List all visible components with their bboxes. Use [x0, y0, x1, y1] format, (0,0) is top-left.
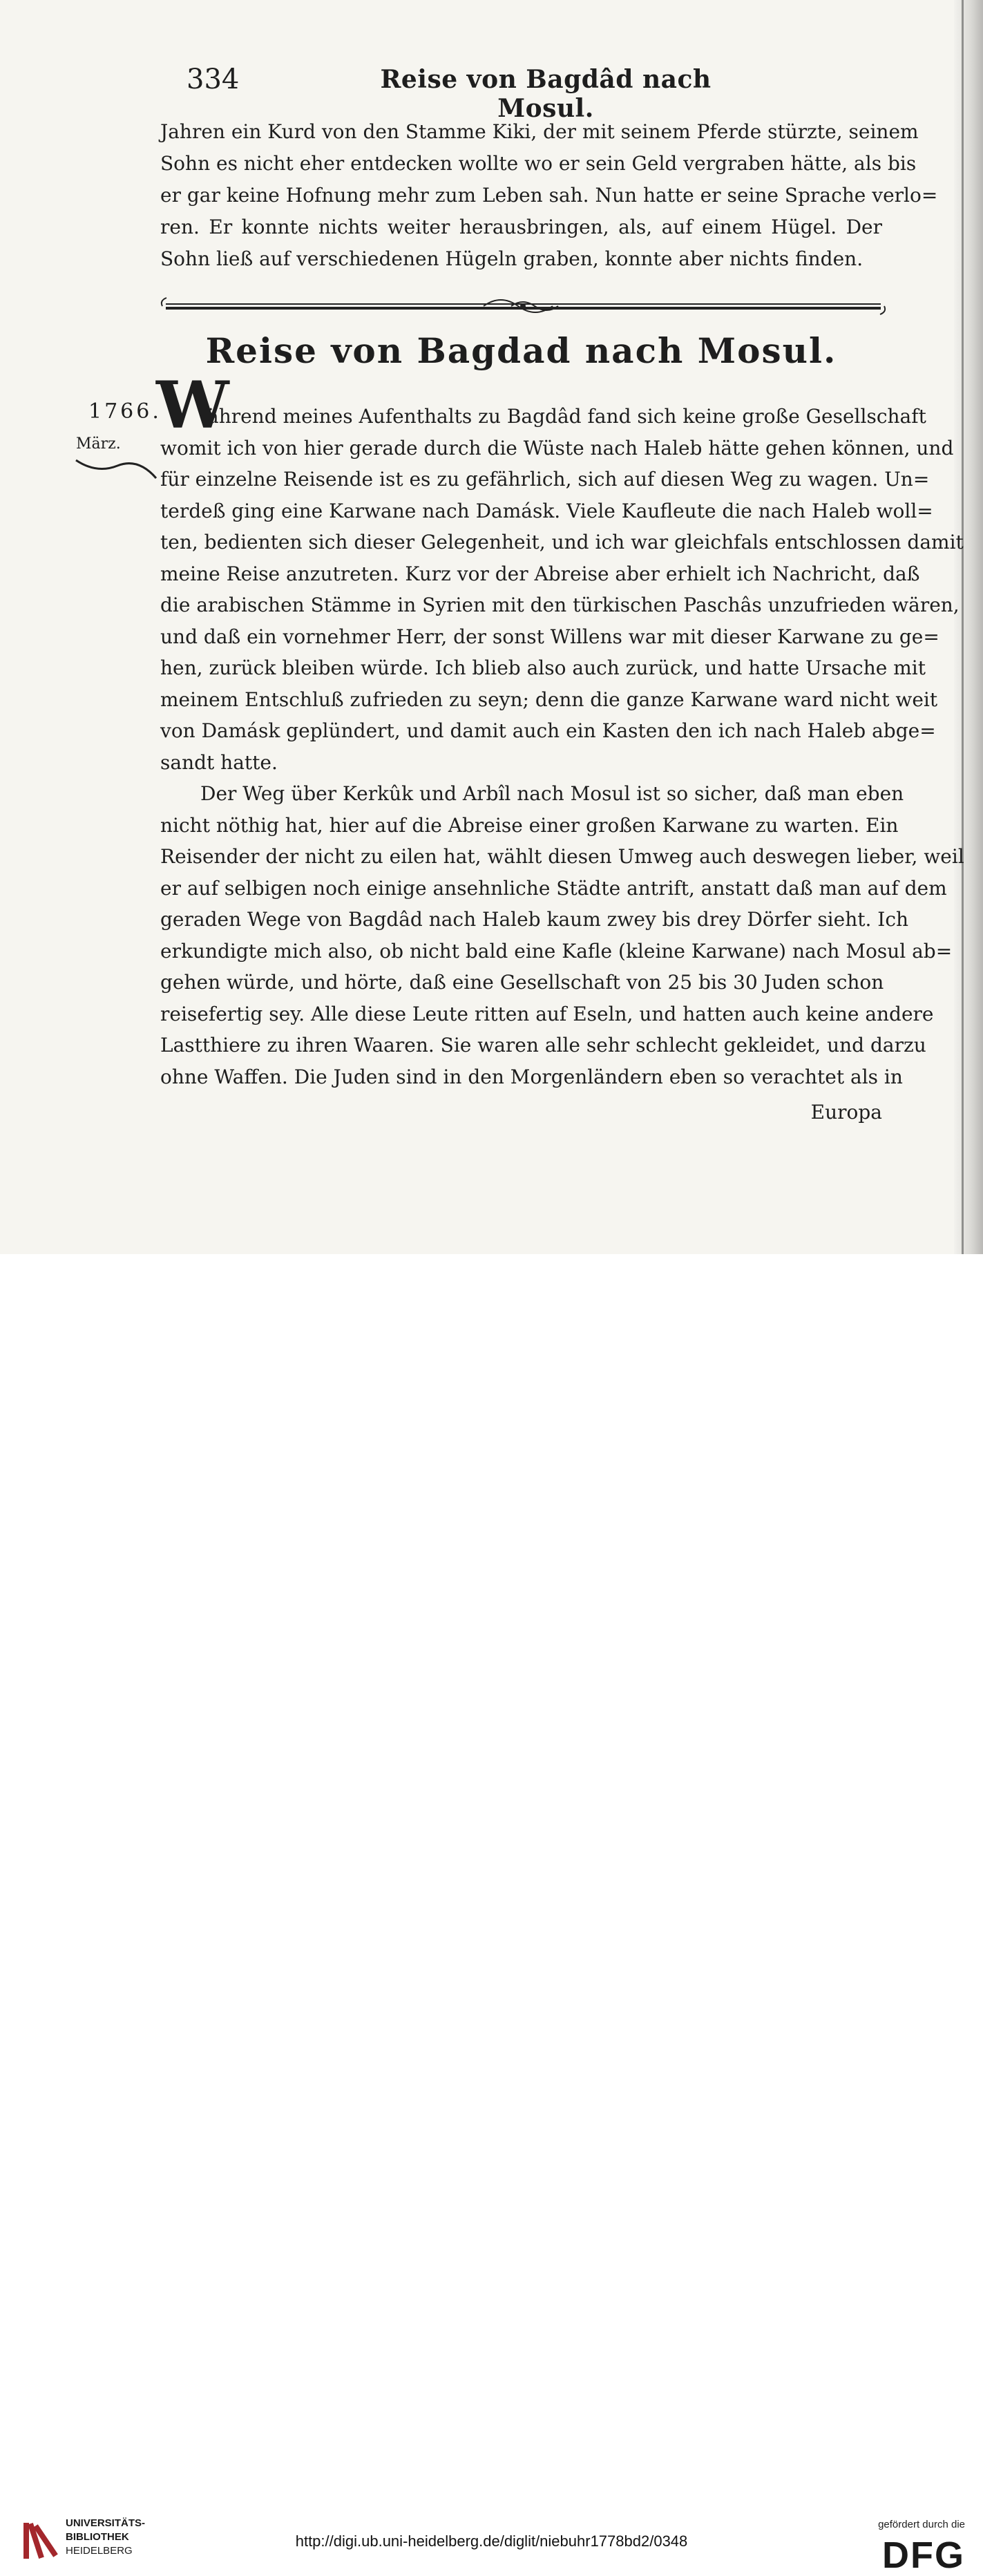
text-line: er gar keine Hofnung mehr zum Leben sah. Nun hatte er seine Sprache verlo= [160, 184, 938, 207]
text-line: geraden Wege von Bagdâd nach Haleb kaum zwey bis drey Dörfer sieht. Ich [160, 908, 909, 931]
text-line: von Damásk geplündert, und damit auch ein Kasten den ich nach Haleb abge= [160, 719, 936, 742]
text-line: ren. Er konnte nichts weiter herausbringen, als, auf einem Hügel. Der [160, 216, 882, 238]
text-line: meine Reise anzutreten. Kurz vor der Abreise aber erhielt ich Nachricht, daß [160, 562, 920, 585]
running-title: Reise von Bagdâd nach Mosul. [380, 65, 712, 123]
text-line: Lastthiere zu ihren Waaren. Sie waren alle sehr schlecht gekleidet, und darzu [160, 1034, 926, 1057]
section-title: Reise von Bagdad nach Mosul. [205, 330, 837, 371]
text-line: Reisender der nicht zu eilen hat, wählt diesen Umweg auch deswegen lieber, weil [160, 845, 964, 868]
text-line: für einzelne Reisende ist es zu gefährlich, sich auf diesen Weg zu wagen. Un= [160, 468, 930, 491]
margin-note-year: 1766. [88, 399, 162, 424]
footer-bar [0, 1254, 983, 2576]
running-head [187, 64, 886, 123]
text-line: ährend meines Aufenthalts zu Bagdâd fand sich keine große Gesellschaft [207, 405, 926, 428]
dfg-logo: DFG [882, 2535, 965, 2576]
text-line: meinem Entschluß zufrieden zu seyn; denn die ganze Karwane ward nicht weit [160, 688, 938, 711]
library-name-line2: BIBLIOTHEK [66, 2531, 129, 2543]
drop-cap: W [156, 368, 229, 444]
text-line: ten, bedienten sich dieser Gelegenheit, und ich war gleichfals entschlossen damit [160, 531, 964, 553]
text-line: und daß ein vornehmer Herr, der sonst Willens war mit dieser Karwane zu ge= [160, 625, 939, 648]
text-line: Sohn es nicht eher entdecken wollte wo er sein Geld vergraben hätte, als bis [160, 152, 917, 175]
text-line: terdeß ging eine Karwane nach Damásk. Viele Kaufleute die nach Haleb woll= [160, 500, 933, 522]
text-line: reisefertig sey. Alle diese Leute ritten auf Eseln, und hatten auch keine andere [160, 1003, 934, 1025]
library-name-line3: HEIDELBERG [66, 2545, 133, 2557]
text-line: Der Weg über Kerkûk und Arbîl nach Mosul ist so sicher, daß man eben [200, 782, 904, 805]
margin-brace [75, 456, 158, 481]
margin-note-month: März. [76, 435, 121, 453]
text-line: Sohn ließ auf verschiedenen Hügeln graben, konnte aber nichts finden. [160, 247, 863, 270]
library-name-line1: UNIVERSITÄTS- [66, 2517, 146, 2529]
catchword: Europa [810, 1101, 882, 1124]
text-line: nicht nöthig hat, hier auf die Abreise einer großen Karwane zu warten. Ein [160, 814, 899, 837]
text-line: Jahren ein Kurd von den Stamme Kiki, der mit seinem Pferde stürzte, seinem [160, 120, 919, 143]
text-line: er auf selbigen noch einige ansehnliche Städte antrift, anstatt daß man auf dem [160, 877, 947, 900]
text-line: gehen würde, und hörte, daß eine Gesellschaft von 25 bis 30 Juden schon [160, 971, 884, 994]
ornamental-divider [159, 290, 888, 321]
page-number: 334 [187, 64, 240, 95]
text-line: hen, zurück bleiben würde. Ich blieb also auch zurück, und hatte Ursache mit [160, 656, 926, 679]
text-line: ohne Waffen. Die Juden sind in den Morgenländern eben so verachtet als in [160, 1066, 903, 1088]
text-line: womit ich von hier gerade durch die Wüste nach Haleb hätte gehen können, und [160, 437, 954, 460]
text-line: sandt hatte. [160, 751, 278, 774]
funded-by-label: gefördert durch die [878, 2519, 965, 2530]
book-page [0, 0, 983, 1254]
text-line: die arabischen Stämme in Syrien mit den türkischen Paschâs unzufrieden wären, [160, 594, 960, 616]
text-line: erkundigte mich also, ob nicht bald eine Kafle (kleine Karwane) nach Mosul ab= [160, 940, 953, 963]
source-url-link[interactable]: http://digi.ub.uni-heidelberg.de/diglit/niebuhr1778bd2/0348 [295, 2532, 688, 2550]
